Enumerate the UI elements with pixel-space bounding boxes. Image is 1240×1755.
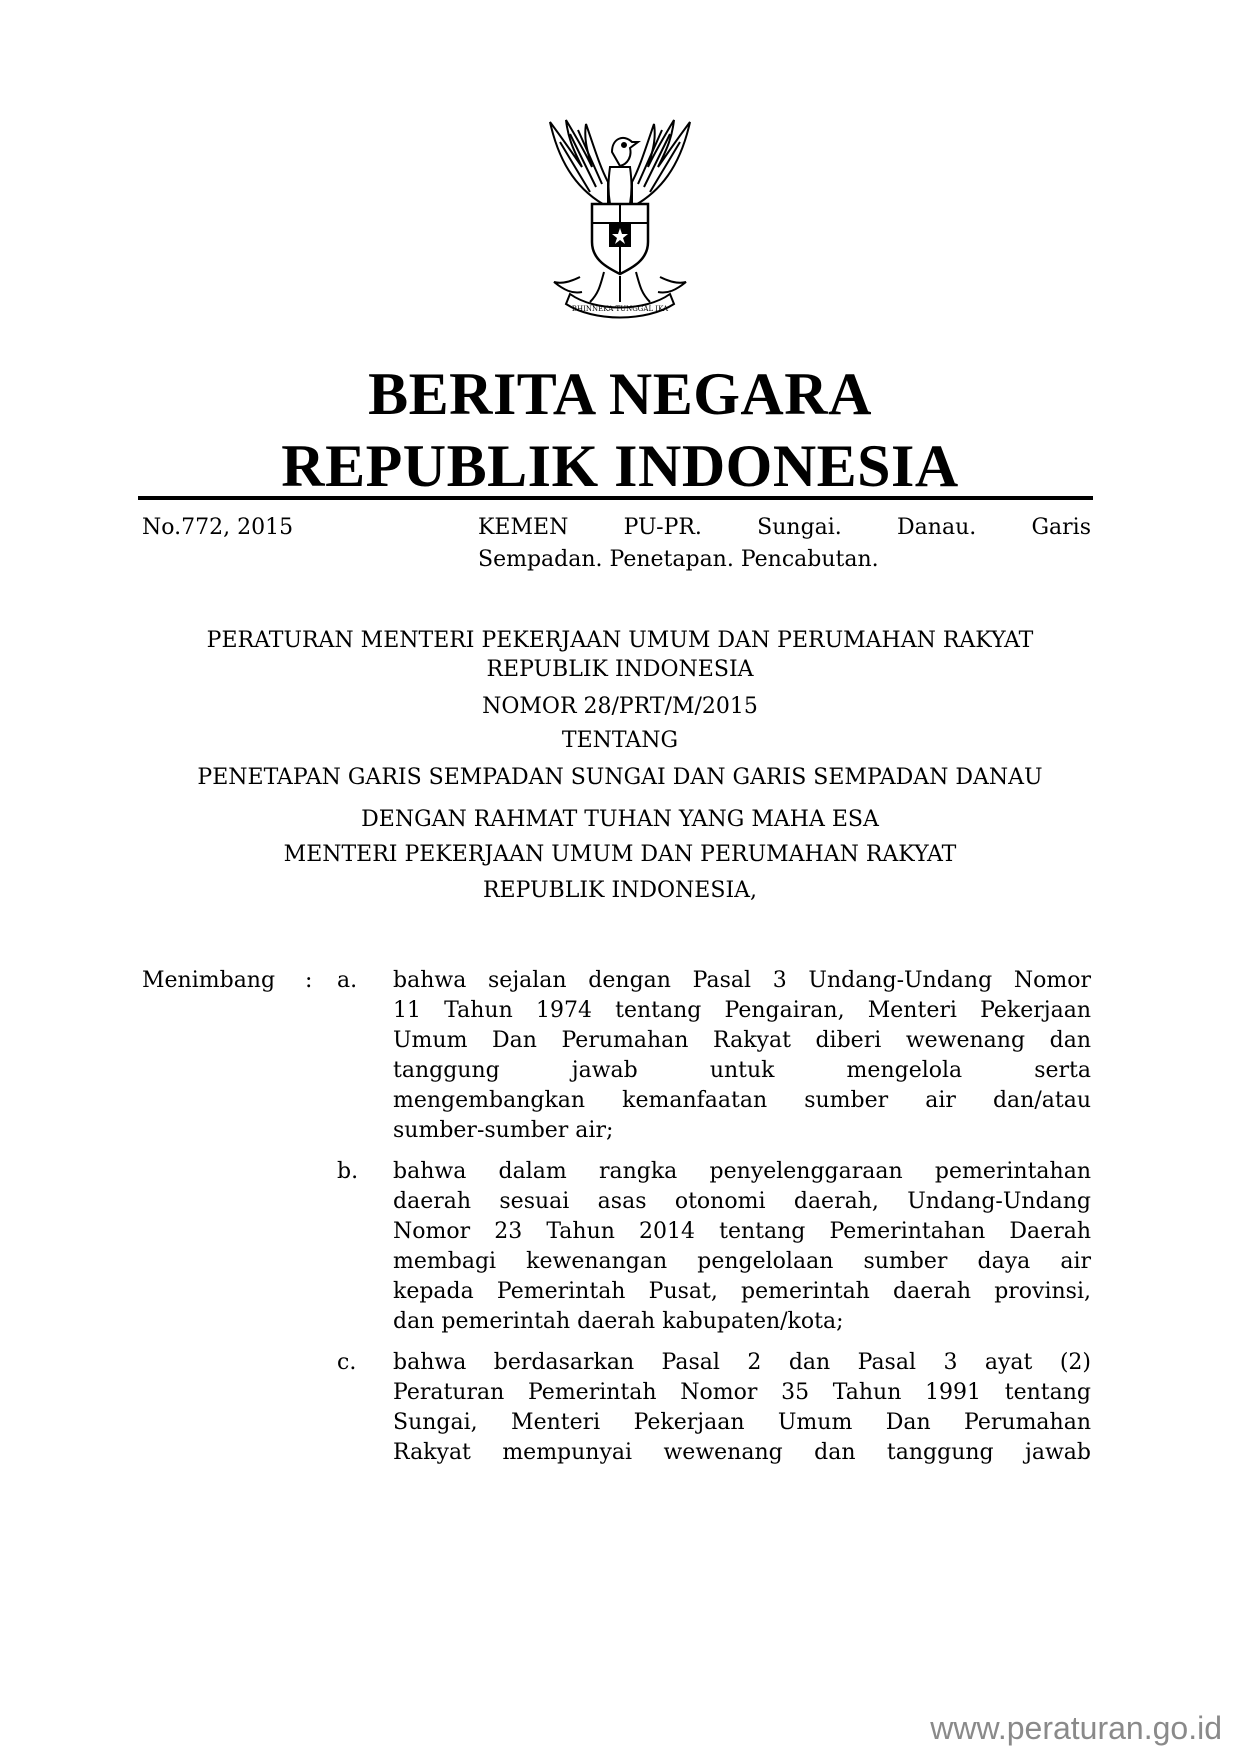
item-line: bahwa berdasarkan Pasal 2 dan Pasal 3 ayat (2) [393,1350,1091,1375]
considerations-label: Menimbang [142,968,276,993]
regulation-about: TENTANG [561,728,679,753]
regulation-subject: PENETAPAN GARIS SEMPADAN SUNGAI DAN GARIS SEMPADAN DANAU [197,765,1043,790]
regulation-number: NOMOR 28/PRT/M/2015 [482,694,758,719]
item-line: Umum Dan Perumahan Rakyat diberi wewenang dan [393,1028,1091,1053]
gazette-number: No.772, 2015 [142,515,294,540]
consideration-item [393,966,1091,1146]
masthead-line1: BERITA NEGARA [368,361,872,427]
item-line: mengembangkan kemanfaatan sumber air dan/atau [393,1088,1091,1113]
item-line: Rakyat mempunyai wewenang dan tanggung jawab [393,1440,1091,1465]
regulation-title-line2: REPUBLIK INDONESIA [486,657,754,682]
consideration-item [393,1348,1091,1468]
masthead [0,358,1240,502]
item-line: sumber-sumber air; [393,1118,614,1143]
preamble-line3: REPUBLIK INDONESIA, [482,878,758,903]
masthead-line2: REPUBLIK INDONESIA [281,433,959,499]
item-line: kepada Pemerintah Pusat, pemerintah daerah provinsi, [393,1279,1091,1304]
preamble-line2: MENTERI PEKERJAAN UMUM DAN PERUMAHAN RAKYAT [283,842,957,867]
item-line: Nomor 23 Tahun 2014 tentang Pemerintahan Daerah [393,1219,1091,1244]
considerations-colon: : [305,968,313,993]
svg-text:BHINNEKA TUNGGAL IKA: BHINNEKA TUNGGAL IKA [571,305,669,313]
item-line: dan pemerintah daerah kabupaten/kota; [393,1309,844,1334]
item-line: 11 Tahun 1974 tentang Pengairan, Menteri Pekerjaan [393,998,1091,1023]
garuda-emblem-icon [520,112,720,322]
item-line: bahwa sejalan dengan Pasal 3 Undang-Undang Nomor [393,968,1091,993]
item-letter: b. [337,1159,359,1184]
item-line: bahwa dalam rangka penyelenggaraan pemerintahan [393,1159,1091,1184]
item-line: daerah sesuai asas otonomi daerah, Undang-Undang [393,1189,1091,1214]
item-line: tanggung jawab untuk mengelola serta [393,1058,1091,1083]
source-watermark: www.peraturan.go.id [930,1710,1222,1746]
item-line: Peraturan Pemerintah Nomor 35 Tahun 1991 tentang [393,1380,1091,1405]
item-line: membagi kewenangan pengelolaan sumber daya air [393,1249,1091,1274]
keywords-line: KEMEN PU-PR. Sungai. Danau. Garis [478,515,1091,540]
consideration-item [393,1157,1091,1337]
item-letter: c. [337,1350,357,1375]
gazette-keywords [478,512,1091,576]
masthead-divider [138,496,1093,500]
item-letter: a. [337,968,358,993]
preamble-line1: DENGAN RAHMAT TUHAN YANG MAHA ESA [361,807,879,832]
regulation-title-line1: PERATURAN MENTERI PEKERJAAN UMUM DAN PERUMAHAN RAKYAT [206,628,1034,653]
keywords-line: Sempadan. Penetapan. Pencabutan. [478,547,879,572]
item-line: Sungai, Menteri Pekerjaan Umum Dan Perumahan [393,1410,1091,1435]
